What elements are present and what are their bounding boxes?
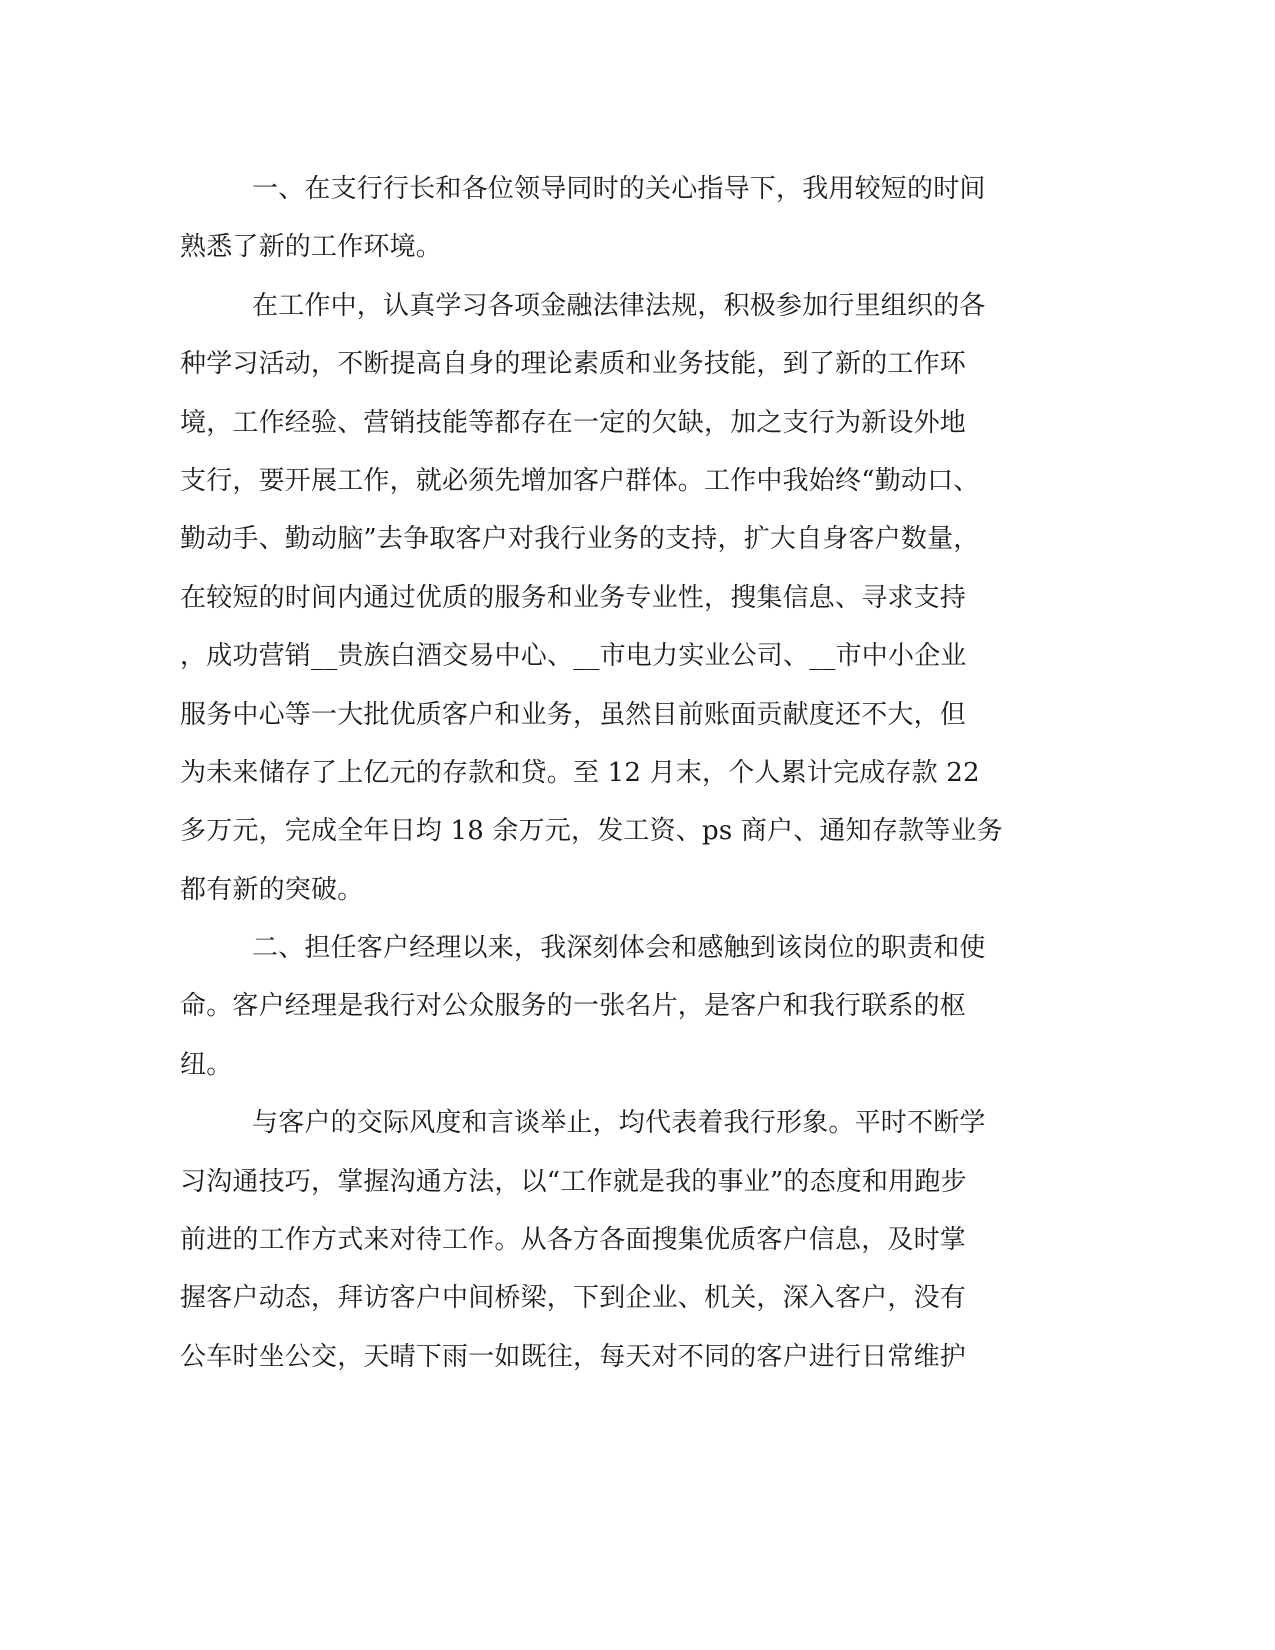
text-line: 在较短的时间内通过优质的服务和业务专业性，搜集信息、寻求支持	[180, 582, 967, 613]
text-line: 支行，要开展工作，就必须先增加客户群体。工作中我始终“勤动口、	[180, 465, 980, 496]
text-line: 都有新的突破。	[180, 874, 364, 905]
text-line: 前进的工作方式来对待工作。从各方各面搜集优质客户信息，及时掌	[180, 1225, 967, 1256]
text-line: 为未来储存了上亿元的存款和贷。至 12 月末，个人累计完成存款 22	[180, 757, 980, 788]
text-line: 握客户动态，拜访客户中间桥梁，下到企业、机关，深入客户，没有	[180, 1283, 967, 1314]
text-line: 习沟通技巧，掌握沟通方法，以“工作就是我的事业”的态度和用跑步	[180, 1166, 967, 1197]
text-line: 熟悉了新的工作环境。	[180, 232, 443, 263]
document-body	[180, 160, 1026, 1386]
text-line: ，成功营销__贵族白酒交易中心、__市电力实业公司、__市中小企业	[180, 641, 967, 672]
text-line: 种学习活动，不断提高自身的理论素质和业务技能，到了新的工作环	[180, 349, 967, 380]
text-line: 在工作中，认真学习各项金融法律法规，积极参加行里组织的各	[252, 290, 986, 321]
text-line: 与客户的交际风度和言谈举止，均代表着我行形象。平时不断学	[252, 1108, 986, 1139]
text-line: 纽。	[180, 1049, 233, 1080]
text-line: 命。客户经理是我行对公众服务的一张名片，是客户和我行联系的枢	[180, 991, 967, 1022]
text-line: 多万元，完成全年日均 18 余万元，发工资、ps 商户、通知存款等业务	[180, 816, 1003, 847]
text-line: 勤动手、勤动脑”去争取客户对我行业务的支持，扩大自身客户数量，	[180, 524, 980, 555]
text-line: 二、担任客户经理以来，我深刻体会和感触到该岗位的职责和使	[252, 933, 986, 964]
text-line: 公车时坐公交，天晴下雨一如既往，每天对不同的客户进行日常维护	[180, 1341, 967, 1372]
text-line: 服务中心等一大批优质客户和业务，虽然目前账面贡献度还不大，但	[180, 699, 967, 730]
text-line: 境，工作经验、营销技能等都存在一定的欠缺，加之支行为新设外地	[180, 407, 967, 438]
text-line: 一、在支行行长和各位领导同时的关心指导下，我用较短的时间	[252, 174, 986, 204]
